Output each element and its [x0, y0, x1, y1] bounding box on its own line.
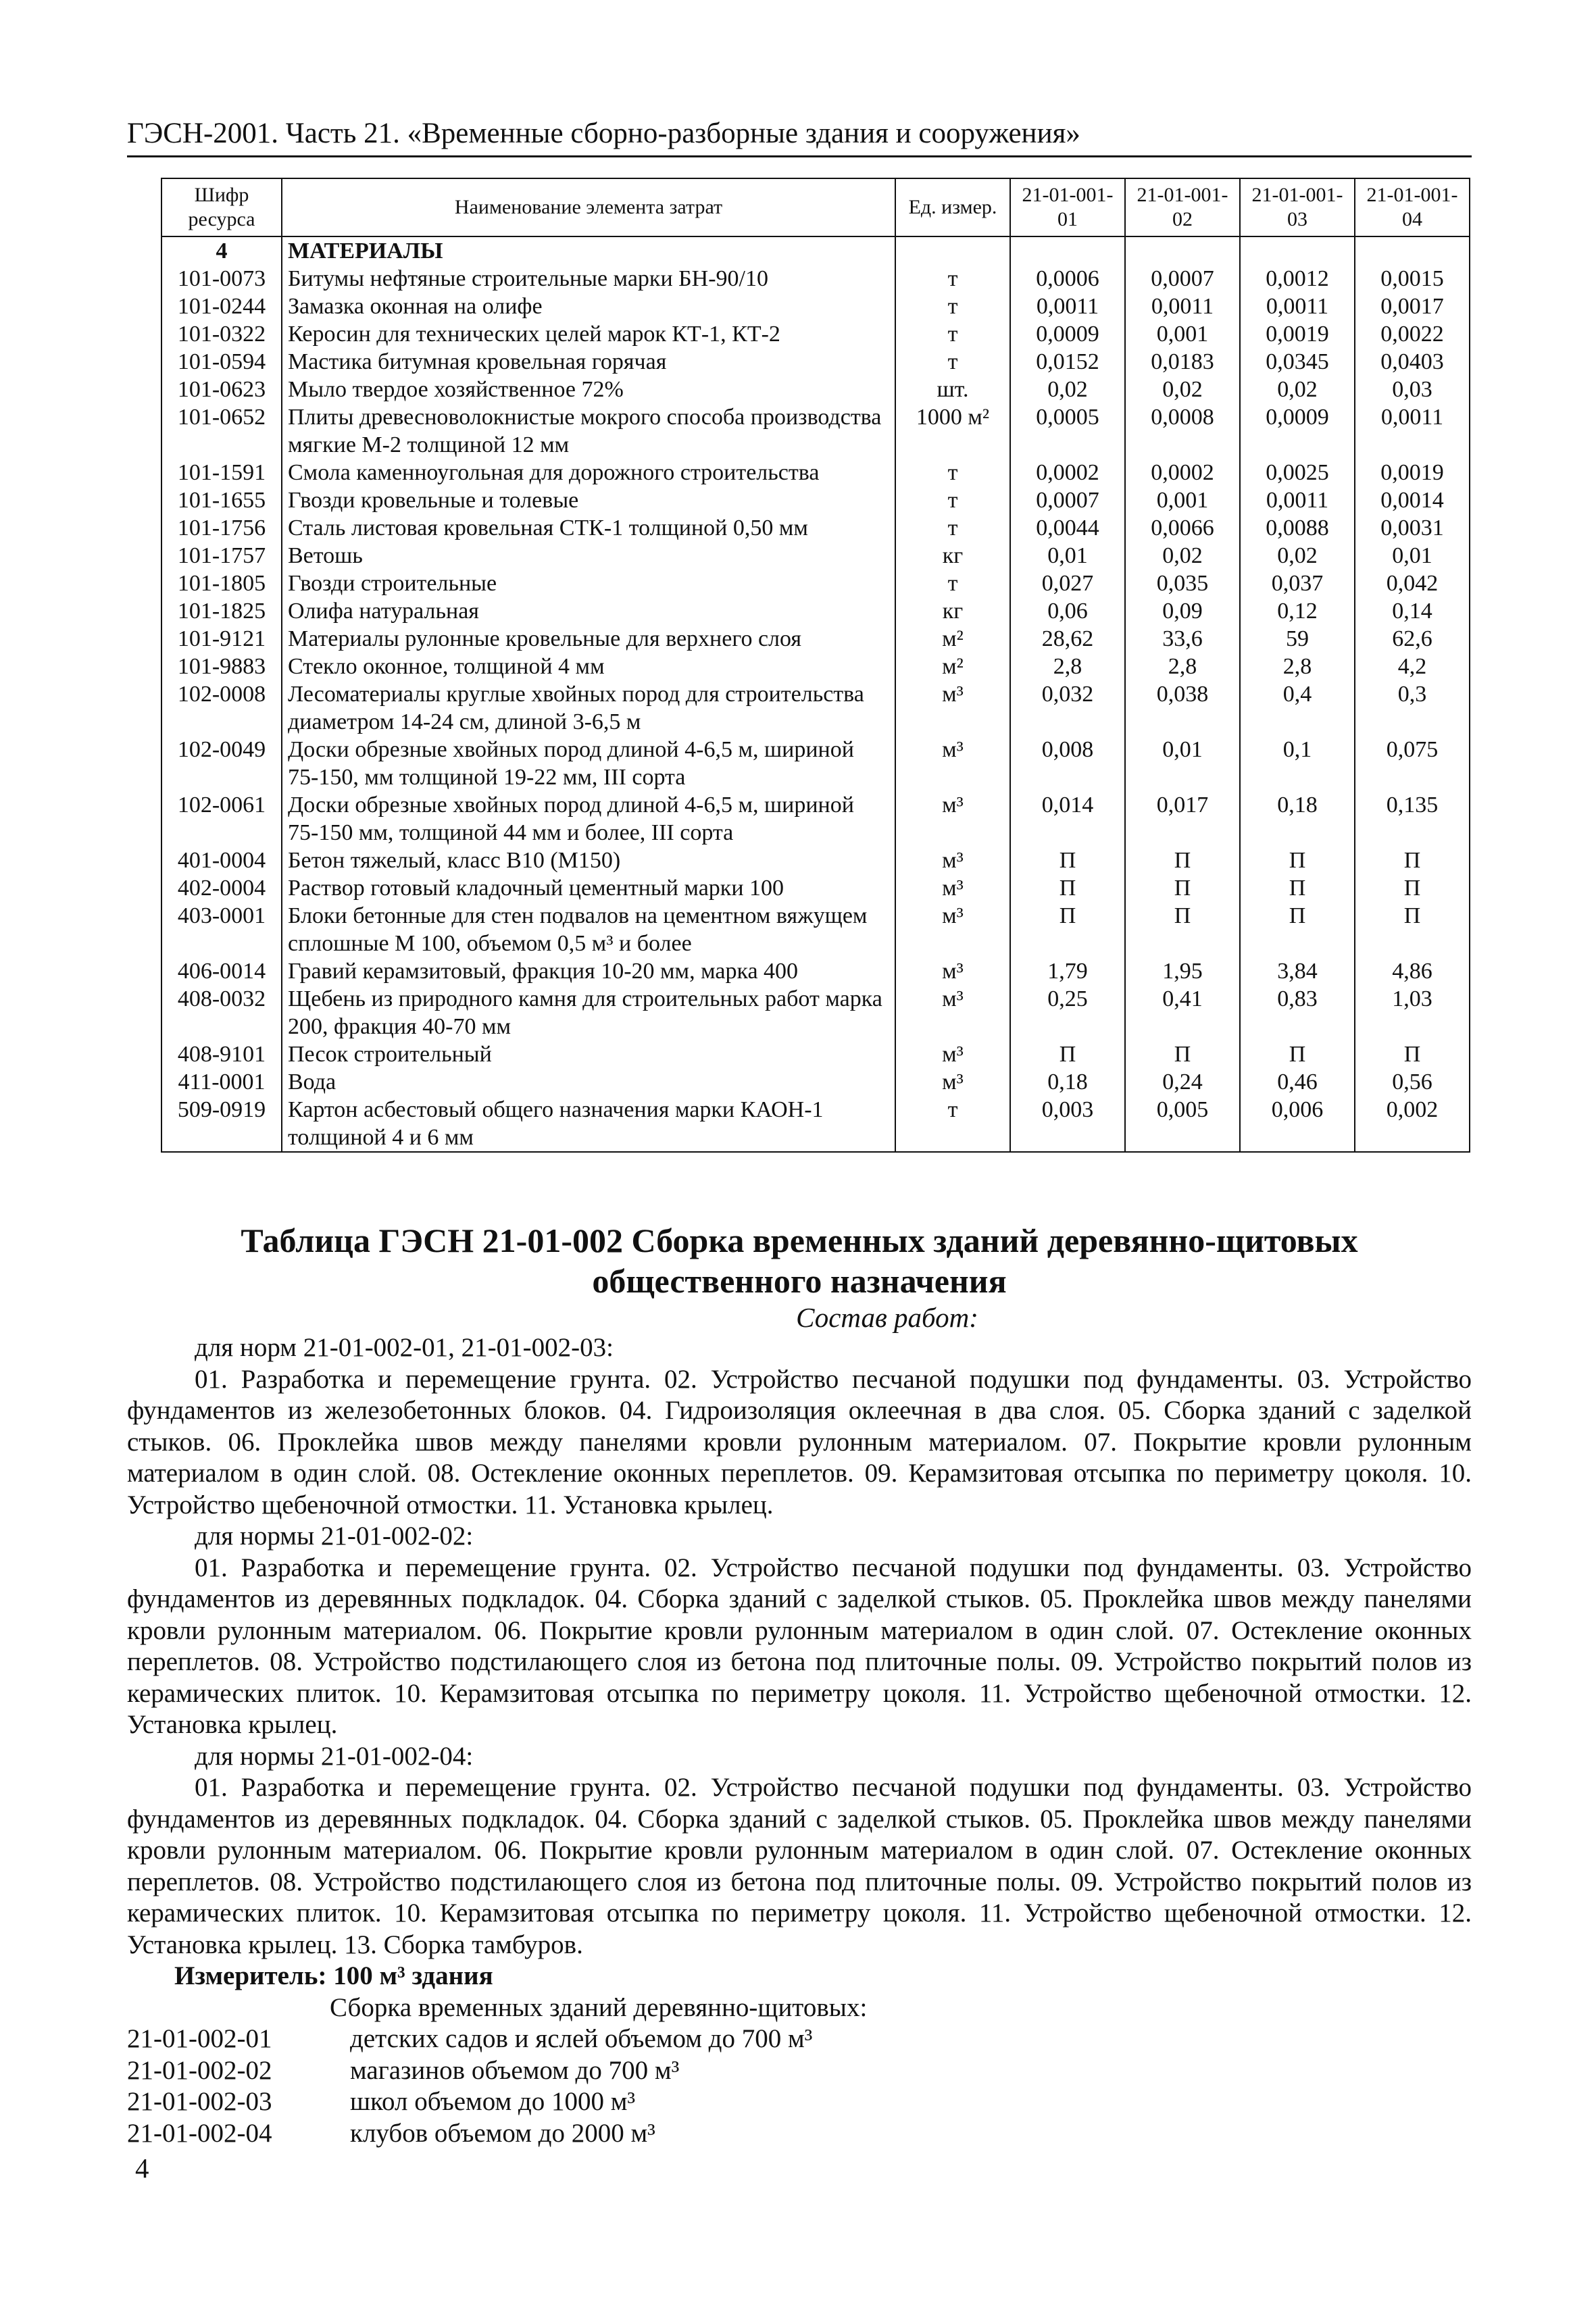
table-row	[161, 597, 1470, 625]
value-norm-1: 0,0011	[1010, 293, 1125, 320]
resource-code: 408-0032	[161, 985, 282, 1040]
resource-name: Гравий керамзитовый, фракция 10-20 мм, марка 400	[282, 957, 895, 985]
value-norm-3: П	[1240, 902, 1355, 957]
value-norm-2: 0,0007	[1125, 265, 1240, 293]
value-norm-2: 0,001	[1125, 486, 1240, 514]
norms-label: для норм 21-01-002-01, 21-01-002-03:	[195, 1333, 614, 1362]
value-norm-3: П	[1240, 847, 1355, 874]
table-row	[161, 403, 1470, 459]
value-norm-1: 0,06	[1010, 597, 1125, 625]
resource-unit: т	[895, 293, 1010, 320]
resource-name: Раствор готовый кладочный цементный марки 100	[282, 874, 895, 902]
value-norm-4: 0,0017	[1355, 293, 1470, 320]
measure-label	[127, 1961, 1472, 1992]
resource-code: 101-1756	[161, 514, 282, 542]
table-row	[161, 625, 1470, 653]
table-row	[161, 265, 1470, 293]
empty-cell	[895, 236, 1010, 265]
value-norm-1: 0,02	[1010, 376, 1125, 403]
value-norm-1: 28,62	[1010, 625, 1125, 653]
resource-code: 509-0919	[161, 1096, 282, 1152]
norms-label: для нормы 21-01-002-02:	[195, 1521, 474, 1551]
value-norm-2: П	[1125, 874, 1240, 902]
value-norm-2: 0,038	[1125, 680, 1240, 736]
value-norm-2: 0,41	[1125, 985, 1240, 1040]
resource-unit: м²	[895, 653, 1010, 680]
resource-name: Бетон тяжелый, класс В10 (М150)	[282, 847, 895, 874]
value-norm-2: 0,01	[1125, 736, 1240, 791]
table-row	[161, 791, 1470, 847]
value-norm-4: 0,0022	[1355, 320, 1470, 348]
resource-unit: м³	[895, 957, 1010, 985]
value-norm-3: 0,0088	[1240, 514, 1355, 542]
value-norm-3: 0,1	[1240, 736, 1355, 791]
value-norm-4: 4,2	[1355, 653, 1470, 680]
resource-name: Мыло твердое хозяйственное 72%	[282, 376, 895, 403]
col-header-norm-2: 21-01-001-02	[1125, 178, 1240, 236]
value-norm-1: 0,014	[1010, 791, 1125, 847]
page-number: 4	[135, 2153, 149, 2184]
resource-unit: м³	[895, 1040, 1010, 1068]
value-norm-4: 0,14	[1355, 597, 1470, 625]
value-norm-3: 0,0012	[1240, 265, 1355, 293]
measure-intro: Сборка временных зданий деревянно-щитовых:	[330, 1992, 868, 2022]
value-norm-2: П	[1125, 902, 1240, 957]
table-row	[161, 1040, 1470, 1068]
value-norm-2: 0,0011	[1125, 293, 1240, 320]
norm-code: 21-01-002-01	[127, 2024, 272, 2053]
value-norm-3: 0,0019	[1240, 320, 1355, 348]
value-norm-4: 0,3	[1355, 680, 1470, 736]
value-norm-4: 0,01	[1355, 542, 1470, 570]
value-norm-3: 0,12	[1240, 597, 1355, 625]
resource-name: Замазка оконная на олифе	[282, 293, 895, 320]
norm-description: детских садов и яслей объемом до 700 м³	[350, 2024, 813, 2053]
col-header-unit: Ед. измер.	[895, 178, 1010, 236]
value-norm-2: 0,09	[1125, 597, 1240, 625]
value-norm-1: 0,25	[1010, 985, 1125, 1040]
value-norm-1: 0,18	[1010, 1068, 1125, 1096]
value-norm-1: 0,0152	[1010, 348, 1125, 376]
value-norm-2: 0,02	[1125, 376, 1240, 403]
value-norm-1: 0,01	[1010, 542, 1125, 570]
value-norm-1: 1,79	[1010, 957, 1125, 985]
table-row	[161, 459, 1470, 486]
table-row	[161, 293, 1470, 320]
table-row	[161, 542, 1470, 570]
value-norm-4: П	[1355, 902, 1470, 957]
resource-code: 101-9883	[161, 653, 282, 680]
value-norm-4: П	[1355, 874, 1470, 902]
resource-code: 101-9121	[161, 625, 282, 653]
norm-code: 21-01-002-02	[127, 2055, 272, 2085]
value-norm-3: 0,0009	[1240, 403, 1355, 459]
resource-unit: т	[895, 265, 1010, 293]
value-norm-3: П	[1240, 1040, 1355, 1068]
resource-code: 101-1591	[161, 459, 282, 486]
value-norm-1: П	[1010, 1040, 1125, 1068]
value-norm-1: 0,0007	[1010, 486, 1125, 514]
table-row	[161, 736, 1470, 791]
table-row	[161, 957, 1470, 985]
norm-description: школ объемом до 1000 м³	[350, 2087, 636, 2116]
resource-code: 101-1805	[161, 570, 282, 597]
table-row	[161, 653, 1470, 680]
value-norm-3: 0,4	[1240, 680, 1355, 736]
resource-unit: шт.	[895, 376, 1010, 403]
table-row	[161, 348, 1470, 376]
value-norm-3: 0,18	[1240, 791, 1355, 847]
resource-code: 101-0244	[161, 293, 282, 320]
resource-name: Доски обрезные хвойных пород длиной 4-6,5 м, шириной 75-150 мм, толщиной 44 мм и более, III сорта	[282, 791, 895, 847]
norms-table	[127, 2023, 812, 2149]
value-norm-4: П	[1355, 847, 1470, 874]
value-norm-1: 0,032	[1010, 680, 1125, 736]
value-norm-3: 0,0345	[1240, 348, 1355, 376]
value-norm-2: 2,8	[1125, 653, 1240, 680]
norm-description: магазинов объемом до 700 м³	[350, 2055, 680, 2085]
resource-unit: м²	[895, 625, 1010, 653]
value-norm-1: 0,0006	[1010, 265, 1125, 293]
table-row	[161, 570, 1470, 597]
table-header-row	[161, 178, 1470, 236]
table-row	[161, 376, 1470, 403]
resource-unit: т	[895, 486, 1010, 514]
table-row	[161, 486, 1470, 514]
value-norm-1: 0,0005	[1010, 403, 1125, 459]
resource-name: Стекло оконное, толщиной 4 мм	[282, 653, 895, 680]
value-norm-1: П	[1010, 902, 1125, 957]
resource-unit: т	[895, 514, 1010, 542]
value-norm-2: 0,0002	[1125, 459, 1240, 486]
col-header-code: Шифр ресурса	[161, 178, 282, 236]
resource-unit: м³	[895, 902, 1010, 957]
resource-name: Песок строительный	[282, 1040, 895, 1068]
resource-code: 102-0061	[161, 791, 282, 847]
resource-name: Картон асбестовый общего назначения марки КАОН-1 толщиной 4 и 6 мм	[282, 1096, 895, 1152]
resource-name: Гвозди строительные	[282, 570, 895, 597]
resource-name: Гвозди кровельные и толевые	[282, 486, 895, 514]
resource-name: Доски обрезные хвойных пород длиной 4-6,5 м, шириной 75-150, мм толщиной 19-22 мм, III сорта	[282, 736, 895, 791]
resource-code: 401-0004	[161, 847, 282, 874]
empty-cell	[1125, 236, 1240, 265]
value-norm-4: П	[1355, 1040, 1470, 1068]
value-norm-3: 0,006	[1240, 1096, 1355, 1152]
list-item	[127, 2023, 812, 2055]
empty-cell	[1010, 236, 1125, 265]
value-norm-4: 0,002	[1355, 1096, 1470, 1152]
work-list: 01. Разработка и перемещение грунта. 02. Устройство песчаной подушки под фундаменты. 03. Устройство фундаментов из деревянных подкладок. 04. Сборка зданий с заделкой стыков. 05. Проклейка швов между панелями кровли рулонным материалом. 06. Покрытие кровли рулонным материалом в один слой. 07. Остекление оконных переплетов. 08. Устройство подстилающего слоя из бетона под плиточные полы. 09. Устройство покрытий полов из керамических плиток. 10. Керамзитовая отсыпка по периметру цоколя. 11. Устройство щебеночной отмостки. 12. Установка крылец. 13. Сборка тамбуров.	[127, 1773, 1472, 1959]
empty-cell	[1240, 236, 1355, 265]
resource-code: 101-0322	[161, 320, 282, 348]
resource-table	[161, 178, 1470, 1153]
resource-unit: м³	[895, 874, 1010, 902]
value-norm-3: 0,0011	[1240, 486, 1355, 514]
value-norm-4: 0,0014	[1355, 486, 1470, 514]
resource-code: 102-0049	[161, 736, 282, 791]
resource-name: Щебень из природного камня для строительных работ марка 200, фракция 40-70 мм	[282, 985, 895, 1040]
value-norm-3: 0,46	[1240, 1068, 1355, 1096]
value-norm-1: 0,0044	[1010, 514, 1125, 542]
section-name: МАТЕРИАЛЫ	[282, 236, 895, 265]
resource-code: 101-0623	[161, 376, 282, 403]
resource-code: 101-0652	[161, 403, 282, 459]
value-norm-4: 0,0031	[1355, 514, 1470, 542]
value-norm-2: 0,02	[1125, 542, 1240, 570]
running-title: ГЭСН-2001. Часть 21. «Временные сборно-разборные здания и сооружения»	[127, 116, 1472, 157]
list-item	[127, 2055, 812, 2087]
col-header-norm-4: 21-01-001-04	[1355, 178, 1470, 236]
value-norm-2: 0,001	[1125, 320, 1240, 348]
list-item	[127, 2118, 812, 2150]
value-norm-2: 0,0066	[1125, 514, 1240, 542]
table-row	[161, 902, 1470, 957]
resource-unit: т	[895, 570, 1010, 597]
value-norm-3: 0,037	[1240, 570, 1355, 597]
value-norm-4: 0,075	[1355, 736, 1470, 791]
value-norm-4: 0,0015	[1355, 265, 1470, 293]
resource-code: 406-0014	[161, 957, 282, 985]
resource-name: Керосин для технических целей марок КТ-1, КТ-2	[282, 320, 895, 348]
value-norm-1: 0,008	[1010, 736, 1125, 791]
resource-unit: кг	[895, 597, 1010, 625]
resource-unit: т	[895, 348, 1010, 376]
value-norm-4: 0,0011	[1355, 403, 1470, 459]
resource-unit: м³	[895, 736, 1010, 791]
table-title	[127, 1220, 1472, 1301]
value-norm-2: 0,24	[1125, 1068, 1240, 1096]
measure-label-text: Измеритель: 100 м³ здания	[174, 1961, 493, 1990]
resource-name: Блоки бетонные для стен подвалов на цементном вяжущем сплошные М 100, объемом 0,5 м³ и более	[282, 902, 895, 957]
value-norm-3: 2,8	[1240, 653, 1355, 680]
value-norm-3: 0,83	[1240, 985, 1355, 1040]
norms-label: для нормы 21-01-002-04:	[195, 1741, 474, 1771]
resource-unit: м³	[895, 847, 1010, 874]
value-norm-3: 59	[1240, 625, 1355, 653]
norm-code: 21-01-002-03	[127, 2087, 272, 2116]
norm-description: клубов объемом до 2000 м³	[350, 2118, 655, 2148]
resource-code: 101-0594	[161, 348, 282, 376]
value-norm-2: 0,017	[1125, 791, 1240, 847]
table-title-line-1: Таблица ГЭСН 21-01-002 Сборка временных зданий деревянно-щитовых	[241, 1222, 1358, 1259]
resource-unit: м³	[895, 791, 1010, 847]
resource-code: 102-0008	[161, 680, 282, 736]
col-header-norm-3: 21-01-001-03	[1240, 178, 1355, 236]
resource-name: Битумы нефтяные строительные марки БН-90/10	[282, 265, 895, 293]
value-norm-4: 0,0019	[1355, 459, 1470, 486]
value-norm-1: 0,027	[1010, 570, 1125, 597]
value-norm-4: 0,042	[1355, 570, 1470, 597]
work-list: 01. Разработка и перемещение грунта. 02. Устройство песчаной подушки под фундаменты. 03. Устройство фундаментов из железобетонных блоков. 04. Гидроизоляция оклеечная в два слоя. 05. Сборка зданий с заделкой стыков. 06. Проклейка швов между панелями кровли рулонным материалом. 07. Покрытие кровли рулонным материалом в один слой. 08. Остекление оконных переплетов. 09. Керамзитовая отсыпка по периметру цоколя. 10. Устройство щебеночной отмостки. 11. Установка крылец.	[127, 1364, 1472, 1519]
resource-code: 403-0001	[161, 902, 282, 957]
value-norm-3: 3,84	[1240, 957, 1355, 985]
value-norm-3: П	[1240, 874, 1355, 902]
value-norm-2: 1,95	[1125, 957, 1240, 985]
resource-code: 101-1655	[161, 486, 282, 514]
work-list: 01. Разработка и перемещение грунта. 02. Устройство песчаной подушки под фундаменты. 03. Устройство фундаментов из деревянных подкладок. 04. Сборка зданий с заделкой стыков. 05. Проклейка швов между панелями кровли рулонным материалом. 06. Покрытие кровли рулонным материалом в один слой. 07. Остекление оконных переплетов. 08. Устройство подстилающего слоя из бетона под плиточные полы. 09. Устройство покрытий полов из керамических плиток. 10. Керамзитовая отсыпка по периметру цоколя. 11. Устройство щебеночной отмостки. 12. Установка крылец.	[127, 1553, 1472, 1739]
resource-name: Материалы рулонные кровельные для верхнего слоя	[282, 625, 895, 653]
value-norm-1: 0,003	[1010, 1096, 1125, 1152]
table-row	[161, 1068, 1470, 1096]
value-norm-2: 0,0008	[1125, 403, 1240, 459]
value-norm-4: 1,03	[1355, 985, 1470, 1040]
value-norm-4: 62,6	[1355, 625, 1470, 653]
value-norm-4: 0,135	[1355, 791, 1470, 847]
resource-name: Олифа натуральная	[282, 597, 895, 625]
resource-name: Мастика битумная кровельная горячая	[282, 348, 895, 376]
table-row	[161, 320, 1470, 348]
value-norm-4: 4,86	[1355, 957, 1470, 985]
composition-text	[127, 1332, 1472, 2149]
value-norm-2: 33,6	[1125, 625, 1240, 653]
value-norm-2: П	[1125, 1040, 1240, 1068]
empty-cell	[1355, 236, 1470, 265]
table-row	[161, 985, 1470, 1040]
resource-unit: м³	[895, 1068, 1010, 1096]
value-norm-3: 0,0011	[1240, 293, 1355, 320]
composition-label: Состав работ:	[796, 1302, 978, 1333]
resource-name: Сталь листовая кровельная СТК-1 толщиной 0,50 мм	[282, 514, 895, 542]
table-title-line-2: общественного назначения	[592, 1262, 1007, 1300]
value-norm-2: П	[1125, 847, 1240, 874]
table-row	[161, 514, 1470, 542]
resource-unit: т	[895, 1096, 1010, 1152]
value-norm-3: 0,02	[1240, 542, 1355, 570]
resource-name: Плиты древесноволокнистые мокрого способа производства мягкие М-2 толщиной 12 мм	[282, 403, 895, 459]
resource-unit: т	[895, 320, 1010, 348]
value-norm-2: 0,0183	[1125, 348, 1240, 376]
resource-code: 402-0004	[161, 874, 282, 902]
value-norm-3: 0,02	[1240, 376, 1355, 403]
table-row	[161, 874, 1470, 902]
value-norm-1: 2,8	[1010, 653, 1125, 680]
resource-unit: 1000 м²	[895, 403, 1010, 459]
resource-code: 408-9101	[161, 1040, 282, 1068]
table-row	[161, 847, 1470, 874]
section-code: 4	[161, 236, 282, 265]
resource-name: Лесоматериалы круглые хвойных пород для строительства диаметром 14-24 см, длиной 3-6,5 м	[282, 680, 895, 736]
resource-name: Вода	[282, 1068, 895, 1096]
value-norm-2: 0,035	[1125, 570, 1240, 597]
resource-code: 101-1825	[161, 597, 282, 625]
value-norm-2: 0,005	[1125, 1096, 1240, 1152]
resource-unit: м³	[895, 985, 1010, 1040]
table-row	[161, 680, 1470, 736]
value-norm-4: 0,0403	[1355, 348, 1470, 376]
value-norm-1: 0,0002	[1010, 459, 1125, 486]
table-row	[161, 1096, 1470, 1152]
resource-unit: т	[895, 459, 1010, 486]
resource-unit: м³	[895, 680, 1010, 736]
value-norm-4: 0,03	[1355, 376, 1470, 403]
resource-name: Ветошь	[282, 542, 895, 570]
resource-name: Смола каменноугольная для дорожного строительства	[282, 459, 895, 486]
resource-code: 101-0073	[161, 265, 282, 293]
resource-code: 411-0001	[161, 1068, 282, 1096]
col-header-name: Наименование элемента затрат	[282, 178, 895, 236]
value-norm-3: 0,0025	[1240, 459, 1355, 486]
col-header-norm-1: 21-01-001-01	[1010, 178, 1125, 236]
value-norm-1: П	[1010, 847, 1125, 874]
list-item	[127, 2086, 812, 2118]
norm-code: 21-01-002-04	[127, 2118, 272, 2148]
resource-unit: кг	[895, 542, 1010, 570]
value-norm-1: 0,0009	[1010, 320, 1125, 348]
section-row	[161, 236, 1470, 265]
value-norm-4: 0,56	[1355, 1068, 1470, 1096]
resource-code: 101-1757	[161, 542, 282, 570]
value-norm-1: П	[1010, 874, 1125, 902]
